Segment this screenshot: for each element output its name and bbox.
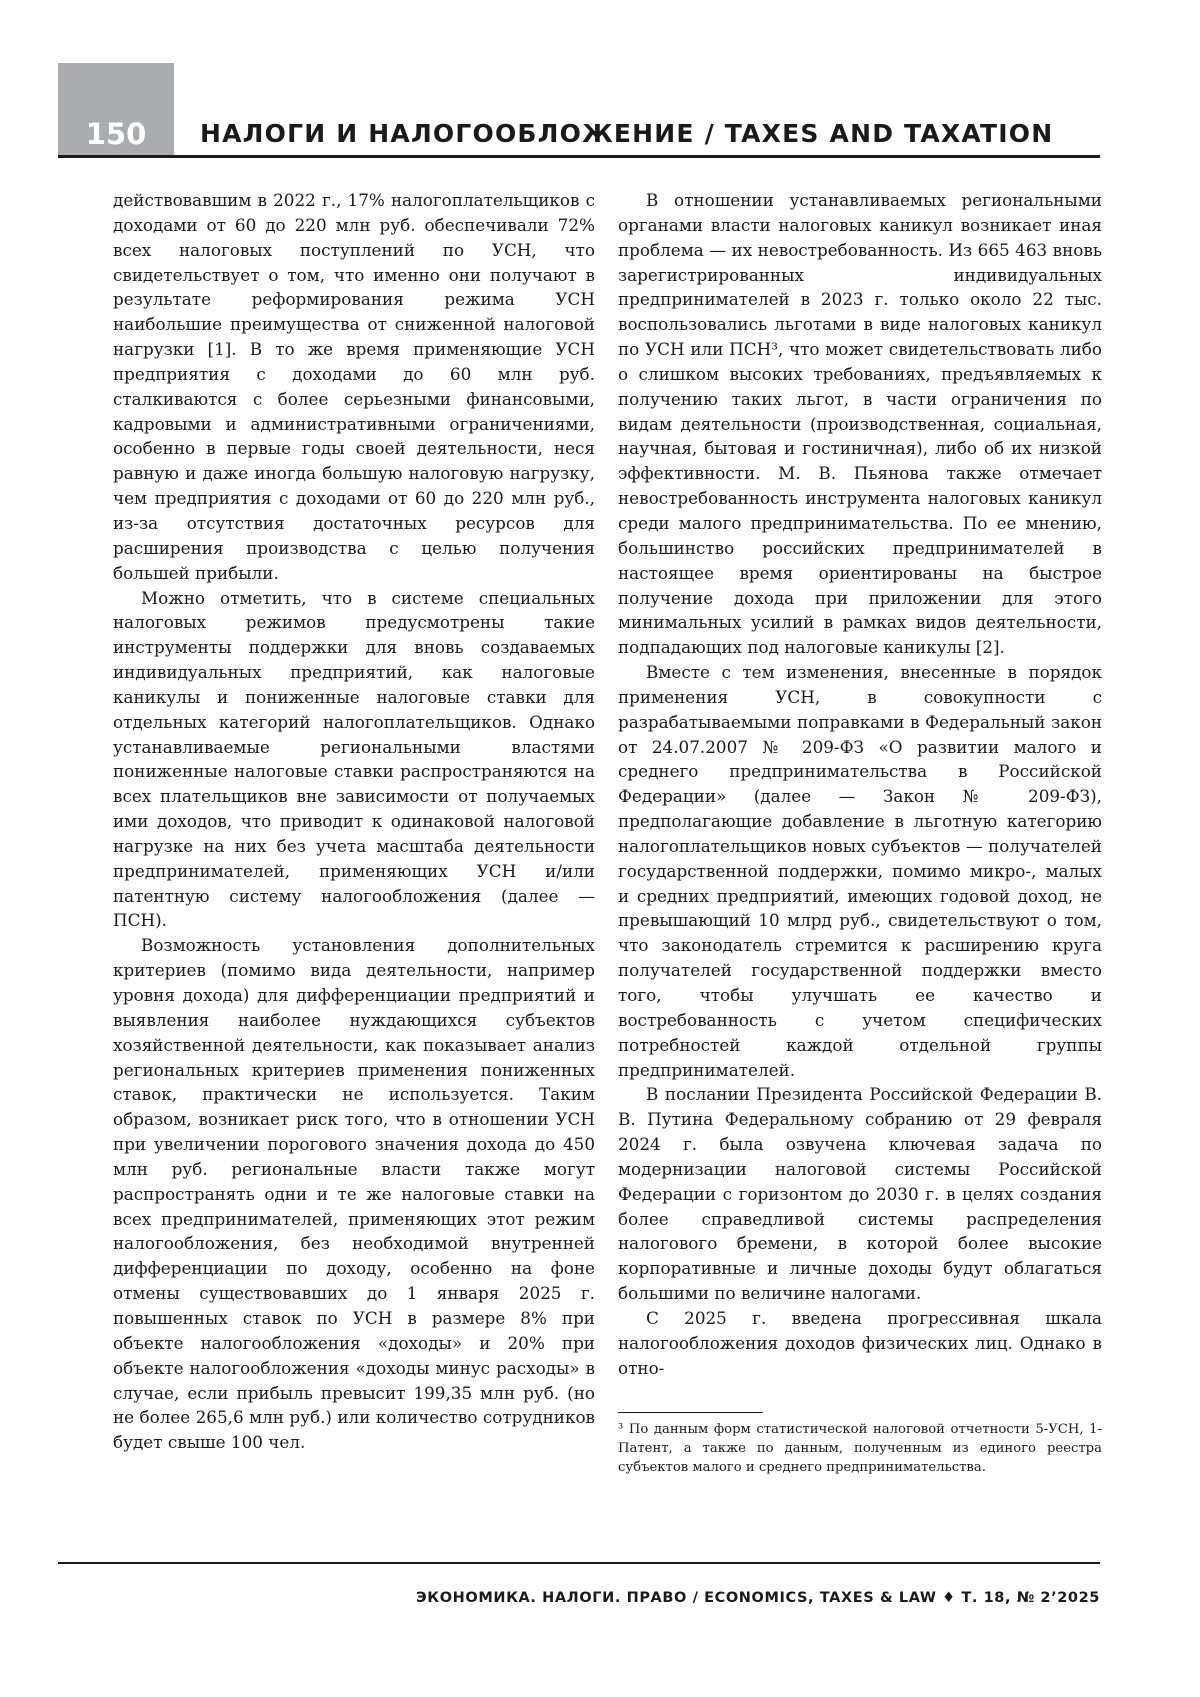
- paragraph: С 2025 г. введена прогрессивная шкала налогообложения доходов физических лиц. Однако в отно-: [618, 1307, 1102, 1378]
- footnote-rule: [618, 1412, 763, 1413]
- footer-rule: [58, 1562, 1100, 1564]
- right-column: [618, 188, 1102, 1381]
- paragraph: действовавшим в 2022 г., 17% налогоплательщиков с доходами от 60 до 220 млн руб. обеспечивали 72% всех налоговых поступлений по УСН, что свидетельствует о том, что именно они получают в результате реформирования режима УСН наибольшие преимущества от сниженной налоговой нагрузки [1]. В то же время применяющие УСН предприятия с доходами до 60 млн руб. сталкиваются с более серьезными финансовыми, кадровыми и административными ограничениями, особенно в первые годы своей деятельности, неся равную и даже иногда большую налоговую нагрузку, чем предприятия с доходами от 60 до 220 млн руб., из-за отсутствия достаточных ресурсов для расширения производства с целью получения большей прибыли.: [113, 190, 595, 583]
- journal-footer: ЭКОНОМИКА. НАЛОГИ. ПРАВО / ECONOMICS, TAXES & LAW ♦ Т. 18, № 2’2025: [416, 1590, 1100, 1606]
- paragraph: В послании Президента Российской Федерации В. В. Путина Федеральному собранию от 29 февраля 2024 г. была озвучена ключевая задача по модернизации налоговой системы Российской Федерации с горизонтом до 2030 г. в целях создания более справедливой системы распределения налогового бремени, в которой более высокие корпоративные и личные доходы будут облагаться большими по величине налогами.: [618, 1084, 1102, 1304]
- footnote: ³ По данным форм статистической налоговой отчетности 5-УСН, 1-Патент, а также по данным, полученным из единого реестра субъектов малого и среднего предпринимательства.: [618, 1422, 1102, 1475]
- section-title: НАЛОГИ И НАЛОГООБЛОЖЕНИЕ / TAXES AND TAXATION: [200, 119, 1054, 148]
- header-rule: [58, 155, 1100, 158]
- paragraph: Вместе с тем изменения, внесенные в порядок применения УСН, в совокупности с разрабатываемыми поправками в Федеральный закон от 24.07.2007 № 209-ФЗ «О развитии малого и среднего предпринимательства в Российской Федерации» (далее — Закон № 209-ФЗ), предполагающие добавление в льготную категорию налогоплательщиков новых субъектов — получателей государственной поддержки, помимо микро-, малых и средних предприятий, имеющих годовой доход, не превышающий 10 млрд руб., свидетельствуют о том, что законодатель стремится к расширению круга получателей государственной поддержки вместо того, чтобы улучшать ее качество и востребованность с учетом специфических потребностей каждой отдельной группы предпринимателей.: [618, 662, 1102, 1080]
- paragraph: Возможность установления дополнительных критериев (помимо вида деятельности, например уровня дохода) для дифференциации предприятий и выявления наиболее нуждающихся субъектов хозяйственной деятельности, как показывает анализ региональных критериев применения пониженных ставок, практически не используется. Таким образом, возникает риск того, что в отношении УСН при увеличении порогового значения дохода до 450 млн руб. региональные власти также могут распространять одни и те же налоговые ставки на всех предпринимателей, применяющих этот режим налогообложения, без необходимой внутренней дифференциации по доходу, особенно на фоне отмены существовавших до 1 января 2025 г. повышенных ставок по УСН в размере 8% при объекте налогообложения «доходы» и 20% при объекте налогообложения «доходы минус расходы» в случае, если прибыль превысит 199,35 млн руб. (но не более 265,6 млн руб.) или количество сотрудников будет свыше 100 чел.: [113, 935, 595, 1453]
- left-column: [113, 188, 595, 1455]
- paragraph: В отношении устанавливаемых региональными органами власти налоговых каникул возникает иная проблема — их невостребованность. Из 665 463 вновь зарегистрированных индивидуальных предпринимателей в 2023 г. только около 22 тыс. воспользовались льготами в виде налоговых каникул по УСН или ПСН³, что может свидетельствовать либо о слишком высоких требованиях, предъявляемых к получению таких льгот, в части ограничения по видам деятельности (производственная, социальная, научная, бытовая и гостиничная), либо об их низкой эффективности. М. В. Пьянова также отмечает невостребованность инструмента налоговых каникул среди малого предпринимательства. По ее мнению, большинство российских предпринимателей в настоящее время ориентированы на быстрое получение дохода при приложении для этого минимальных усилий в рамках видов деятельности, подпадающих под налоговые каникулы [2].: [618, 190, 1102, 658]
- page-number: 150: [85, 117, 147, 151]
- paragraph: Можно отметить, что в системе специальных налоговых режимов предусмотрены такие инструменты поддержки для вновь создаваемых индивидуальных предприятий, как налоговые каникулы и пониженные налоговые ставки для отдельных категорий налогоплательщиков. Однако устанавливаемые региональными властями пониженные налоговые ставки распространяются на всех плательщиков вне зависимости от получаемых ими доходов, что приводит к одинаковой налоговой нагрузке на них без учета масштаба деятельности предпринимателей, применяющих УСН и/или патентную систему налогообложения (далее — ПСН).: [113, 587, 595, 931]
